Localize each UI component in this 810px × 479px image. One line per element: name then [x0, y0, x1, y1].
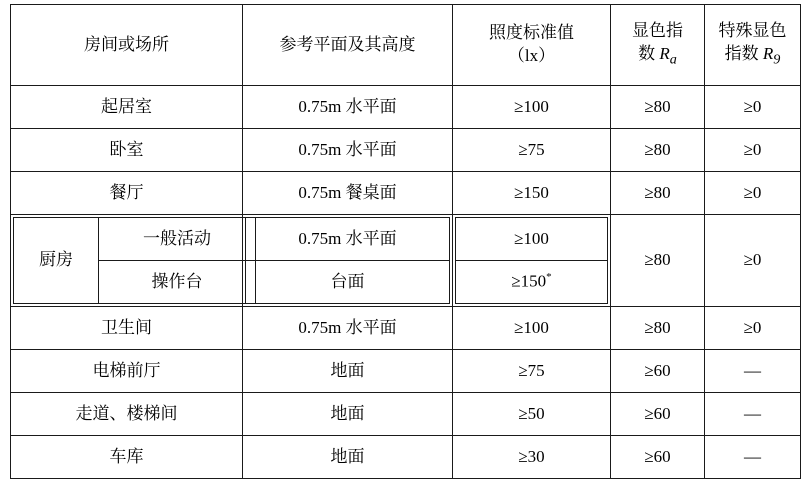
cell-ra: ≥80	[611, 172, 705, 215]
cell-ra: ≥80	[611, 215, 705, 307]
table-body	[11, 86, 801, 479]
cell-illuminance	[456, 261, 608, 304]
cell-plane: 0.75m 餐桌面	[243, 172, 453, 215]
cell-illuminance-kitchen-group	[453, 215, 611, 307]
cell-subplace: 一般活动	[99, 218, 256, 261]
cell-illuminance-value: ≥150	[511, 271, 547, 291]
header-ra-subscript: a	[669, 51, 677, 68]
table-row	[11, 350, 801, 393]
table-header	[11, 5, 801, 86]
cell-plane: 0.75m 水平面	[246, 218, 450, 261]
header-illum-line2: （lx）	[507, 46, 556, 65]
cell-place: 卧室	[11, 129, 243, 172]
cell-r9: ≥0	[705, 86, 801, 129]
cell-illuminance: ≥75	[453, 350, 611, 393]
cell-plane: 台面	[246, 261, 450, 304]
table-row	[11, 129, 801, 172]
cell-illuminance: ≥75	[453, 129, 611, 172]
header-r9-prefix: 指数	[724, 44, 763, 64]
cell-illuminance: ≥100	[456, 218, 608, 261]
table-row	[11, 215, 801, 307]
cell-plane-kitchen-group	[243, 215, 453, 307]
kitchen-split-cell	[13, 217, 256, 304]
table-row	[11, 436, 801, 479]
header-illum-line1: 照度标准值	[489, 23, 574, 43]
header-cell-plane	[243, 5, 453, 86]
table-row	[11, 172, 801, 215]
table-row	[11, 307, 801, 350]
kitchen-plane-split	[245, 217, 450, 304]
cell-r9: —	[705, 436, 801, 479]
cell-illuminance: ≥30	[453, 436, 611, 479]
header-ra-symbol: R	[659, 44, 670, 64]
cell-ra: ≥80	[611, 86, 705, 129]
kitchen-illum-split	[455, 217, 608, 304]
lighting-standard-table	[10, 4, 801, 479]
cell-r9: ≥0	[705, 129, 801, 172]
cell-illuminance: ≥100	[453, 86, 611, 129]
header-plane-label: 参考平面及其高度	[279, 34, 416, 54]
header-r9-subscript: 9	[773, 51, 781, 68]
header-cell-r9	[705, 5, 801, 86]
header-r9-line1: 特殊显色	[718, 21, 787, 41]
cell-place: 车库	[11, 436, 243, 479]
cell-place: 走道、楼梯间	[11, 393, 243, 436]
header-ra-prefix: 数	[638, 44, 660, 64]
header-cell-illuminance	[453, 5, 611, 86]
cell-plane: 0.75m 水平面	[243, 307, 453, 350]
cell-ra: ≥80	[611, 307, 705, 350]
cell-plane: 0.75m 水平面	[243, 86, 453, 129]
header-cell-ra	[611, 5, 705, 86]
document-page	[0, 4, 810, 466]
cell-r9: ≥0	[705, 307, 801, 350]
cell-illuminance-footnote-marker: *	[546, 271, 552, 284]
table-row	[11, 86, 801, 129]
cell-place: 餐厅	[11, 172, 243, 215]
cell-ra: ≥60	[611, 393, 705, 436]
cell-place: 电梯前厅	[11, 350, 243, 393]
cell-plane: 地面	[243, 436, 453, 479]
cell-r9: —	[705, 350, 801, 393]
cell-ra: ≥60	[611, 436, 705, 479]
cell-ra: ≥80	[611, 129, 705, 172]
header-ra-line1: 显色指	[632, 21, 683, 41]
cell-place-kitchen-group	[11, 215, 243, 307]
cell-subplace: 操作台	[99, 261, 256, 304]
cell-plane: 地面	[243, 350, 453, 393]
cell-r9: ≥0	[705, 172, 801, 215]
header-cell-place	[11, 5, 243, 86]
cell-r9: ≥0	[705, 215, 801, 307]
table-row	[11, 393, 801, 436]
cell-r9: —	[705, 393, 801, 436]
cell-place: 卫生间	[11, 307, 243, 350]
cell-plane: 地面	[243, 393, 453, 436]
cell-illuminance: ≥100	[453, 307, 611, 350]
cell-illuminance: ≥50	[453, 393, 611, 436]
header-r9-line2	[707, 43, 798, 70]
cell-plane: 0.75m 水平面	[243, 129, 453, 172]
header-r9-symbol: R	[762, 44, 774, 64]
cell-illuminance: ≥150	[453, 172, 611, 215]
cell-ra: ≥60	[611, 350, 705, 393]
header-place-label: 房间或场所	[84, 34, 169, 54]
cell-place: 起居室	[11, 86, 243, 129]
header-ra-line2	[613, 43, 702, 70]
cell-place: 厨房	[14, 218, 99, 304]
header-row	[11, 5, 801, 86]
